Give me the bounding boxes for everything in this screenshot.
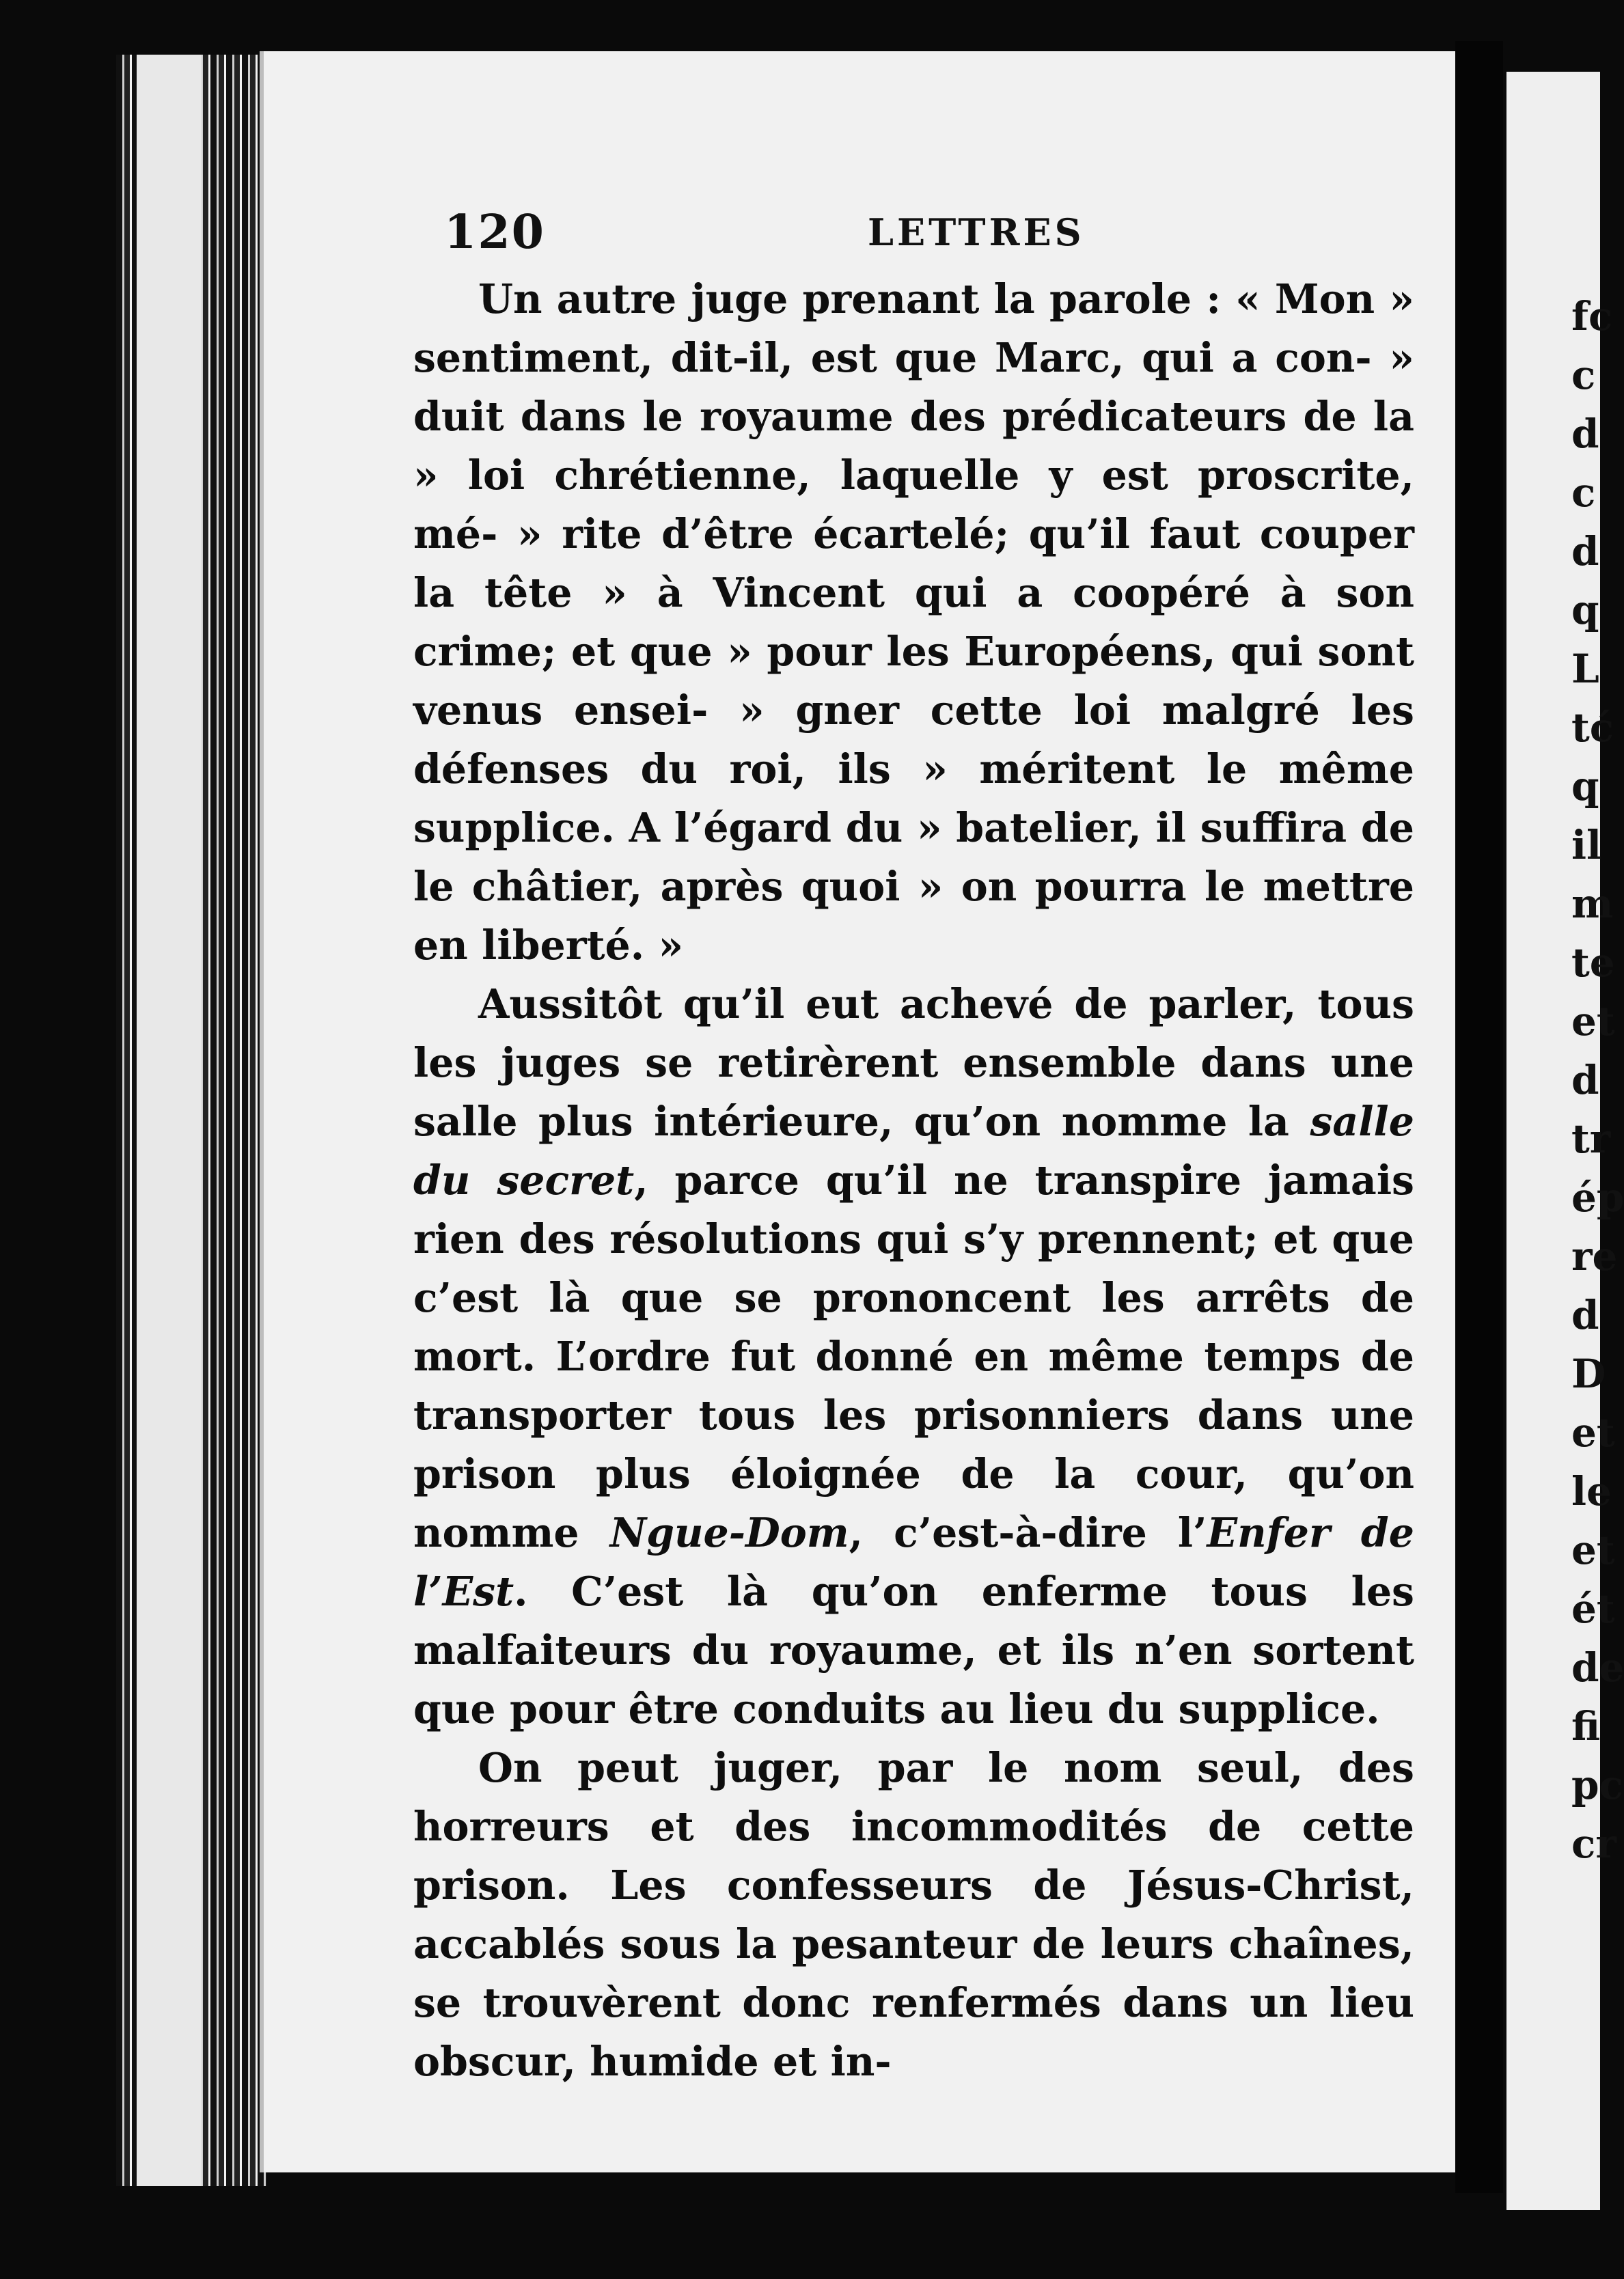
paragraph-3: On peut juger, par le nom seul, des horreurs et des incommodités de cette prison. Les confesseurs de Jésus-Christ, accablés sous la pesanteur de leurs chaînes, se trouvèrent donc renfermés dans un lieu obscur, humide et in-: [413, 1744, 1414, 2085]
page-number: 120: [444, 205, 545, 260]
paragraph-2-italic-b: Ngue-Dom: [609, 1509, 849, 1556]
spine-edge: [137, 55, 202, 2186]
page-body: [413, 270, 1414, 2091]
paragraph-2-italic-a: salle du secret: [413, 1098, 1414, 1204]
page-header: [444, 205, 1085, 266]
paragraph-2-text-d: . C’est là qu’on enferme tous les malfaiteurs du royaume, et ils n’en sortent que pour être conduits au lieu du supplice.: [413, 1568, 1414, 1732]
paragraph-2: [413, 975, 1414, 1739]
paragraph-2-italic-c: Enfer de l’Est: [413, 1509, 1414, 1615]
paragraph-2-text-b: , parce qu’il ne transpire jamais rien des résolutions qui s’y prennent; et que c’est là que se prononcent les arrêts de mort. L’ordre fut donné en même temps de transporter tous les prisonniers dans une prison plus éloignée de la cour, qu’on nomme: [413, 1157, 1414, 1556]
paragraph-2-text-a: Aussitôt qu’il eut achevé de parler, tous les juges se retirèrent ensemble dans une salle plus intérieure, qu’on nomme la: [413, 980, 1414, 1145]
running-title: LETTRES: [868, 210, 1085, 254]
page-gutter: [1455, 41, 1503, 2193]
paragraph-2-text-c: , c’est-à-dire l’: [849, 1509, 1207, 1556]
facing-page-text: fc c d c d q L tć q il m te et d tr ép re d D et le et ét de fi pc cr: [1571, 293, 1624, 1867]
paragraph-1: Un autre juge prenant la parole : « Mon » sentiment, dit-il, est que Marc, qui a con- » duit dans le royaume des prédicateurs de la » loi chrétienne, laquelle y est proscrite, mé- » rite d’être écartelé; qu’il faut couper la tête » à Vincent qui a coopéré à son crime; et que » pour les Européens, qui sont venus ensei- » gner cette loi malgré les défenses du roi, ils » méritent le même supplice. A l’égard du » batelier, il suffira de le châtier, après quoi » on pourra le mettre en liberté. »: [413, 275, 1414, 969]
